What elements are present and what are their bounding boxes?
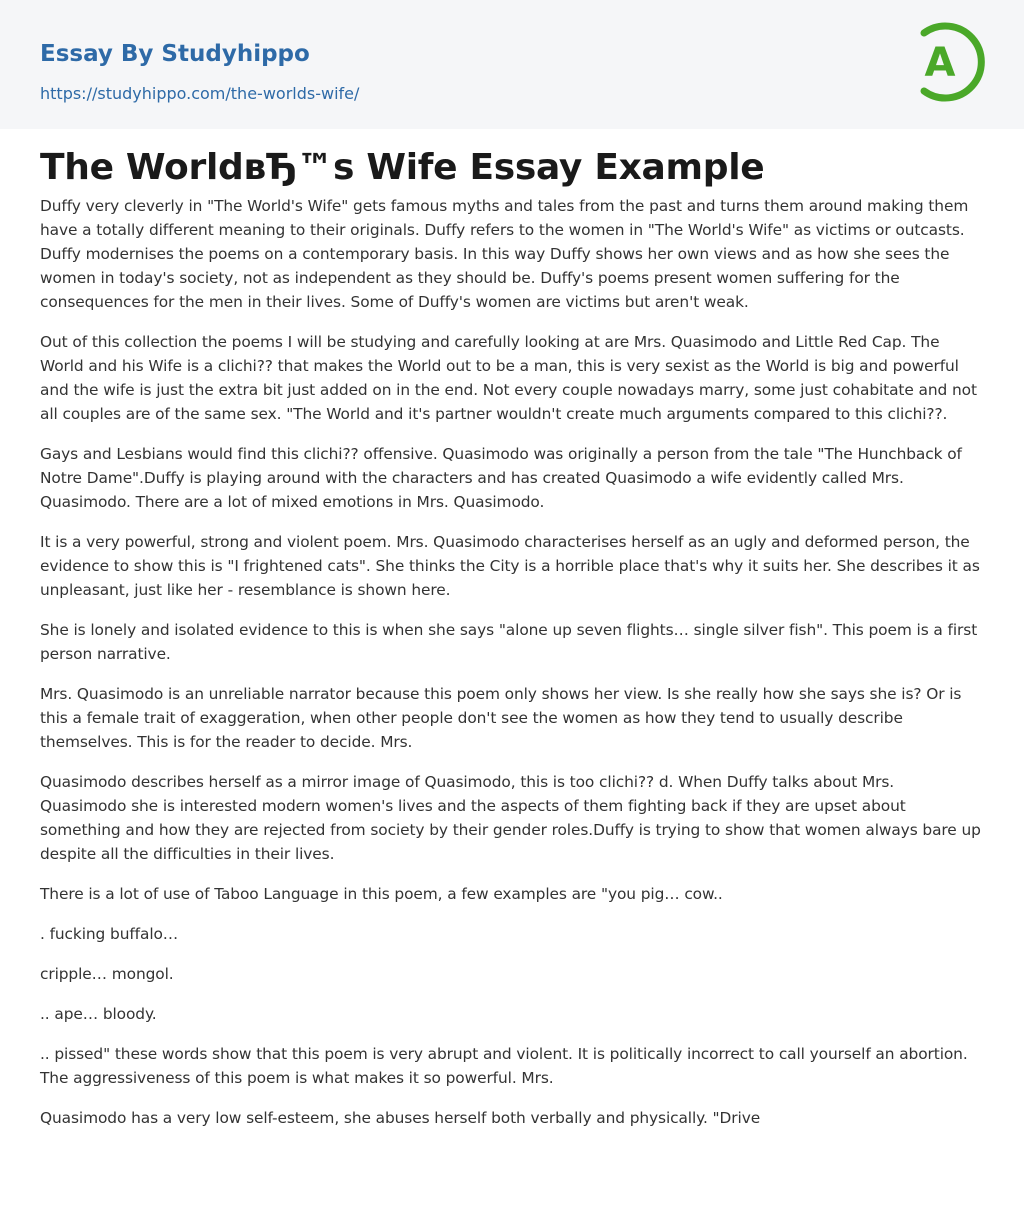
logo-letter: A xyxy=(924,40,956,86)
studyhippo-logo[interactable] xyxy=(910,18,988,106)
essay-paragraph: Gays and Lesbians would find this clichi?? offensive. Quasimodo was originally a person from the tale "The Hunchback of Notre Dame".Duffy is playing around with the characters and has created Quasimodo a wife evidently called Mrs. Quasimodo. There are a lot of mixed emotions in Mrs. Quasimodo. xyxy=(40,445,962,511)
essay-paragraph: Quasimodo describes herself as a mirror image of Quasimodo, this is too clichi?? d. When Duffy talks about Mrs. Quasimodo she is interested modern women's lives and the aspects of them fighting back if they are upset about something and how they are rejected from society by their gender roles.Duffy is trying to show that women always bare up despite all the difficulties in their lives. xyxy=(40,773,981,863)
essay-paragraph: Out of this collection the poems I will be studying and carefully looking at are Mrs. Quasimodo and Little Red Cap. The World and his Wife is a clichi?? that makes the World out to be a man, this is very sexist as the World is big and powerful and the wife is just the extra bit just added on in the end. Not every couple nowadays marry, some just cohabitate and not all couples are of the same sex. "The World and it's partner wouldn't create much arguments compared to this clichi??. xyxy=(40,333,977,423)
essay-paragraph: Quasimodo has a very low self-esteem, she abuses herself both verbally and physically. "Drive xyxy=(40,1109,761,1127)
source-url-link[interactable]: https://studyhippo.com/the-worlds-wife/ xyxy=(40,84,360,103)
essay-paragraph: . fucking buffalo… xyxy=(40,925,179,943)
essay-paragraph: .. ape… bloody. xyxy=(40,1005,157,1023)
page-title: The WorldвЂ™s Wife Essay Example xyxy=(40,147,765,188)
essay-paragraph: Mrs. Quasimodo is an unreliable narrator because this poem only shows her view. Is she really how she says she is? Or is this a female trait of exaggeration, when other people don't see the women as how they tend to usually describe themselves. This is for the reader to decide. Mrs. xyxy=(40,685,962,751)
essay-paragraph: She is lonely and isolated evidence to this is when she says "alone up seven flights… single silver fish". This poem is a first person narrative. xyxy=(40,621,978,663)
essay-paragraph: There is a lot of use of Taboo Language in this poem, a few examples are "you pig… cow.. xyxy=(40,885,723,903)
essay-paragraph: It is a very powerful, strong and violent poem. Mrs. Quasimodo characterises herself as an ugly and deformed person, the evidence to show this is "I frightened cats". She thinks the City is a horrible place that's why it suits her. She describes it as unpleasant, just like her - resemblance is shown here. xyxy=(40,533,980,599)
essay-paragraph: Duffy very cleverly in "The World's Wife" gets famous myths and tales from the past and turns them around making them have a totally different meaning to their originals. Duffy refers to the women in "The World's Wife" as victims or outcasts. Duffy modernises the poems on a contemporary basis. In this way Duffy shows her own views and as how she sees the women in today's society, not as independent as they should be. Duffy's poems present women suffering for the consequences for the men in their lives. Some of Duffy's women are victims but aren't weak. xyxy=(40,197,969,311)
logo-ring-icon xyxy=(910,18,988,106)
essay-paragraph: cripple… mongol. xyxy=(40,965,174,983)
essay-paragraph: .. pissed" these words show that this poem is very abrupt and violent. It is politically incorrect to call yourself an abortion. The aggressiveness of this poem is what makes it so powerful. Mrs. xyxy=(40,1045,968,1087)
brand-title[interactable]: Essay By Studyhippo xyxy=(40,41,310,67)
essay-body xyxy=(40,194,984,1146)
